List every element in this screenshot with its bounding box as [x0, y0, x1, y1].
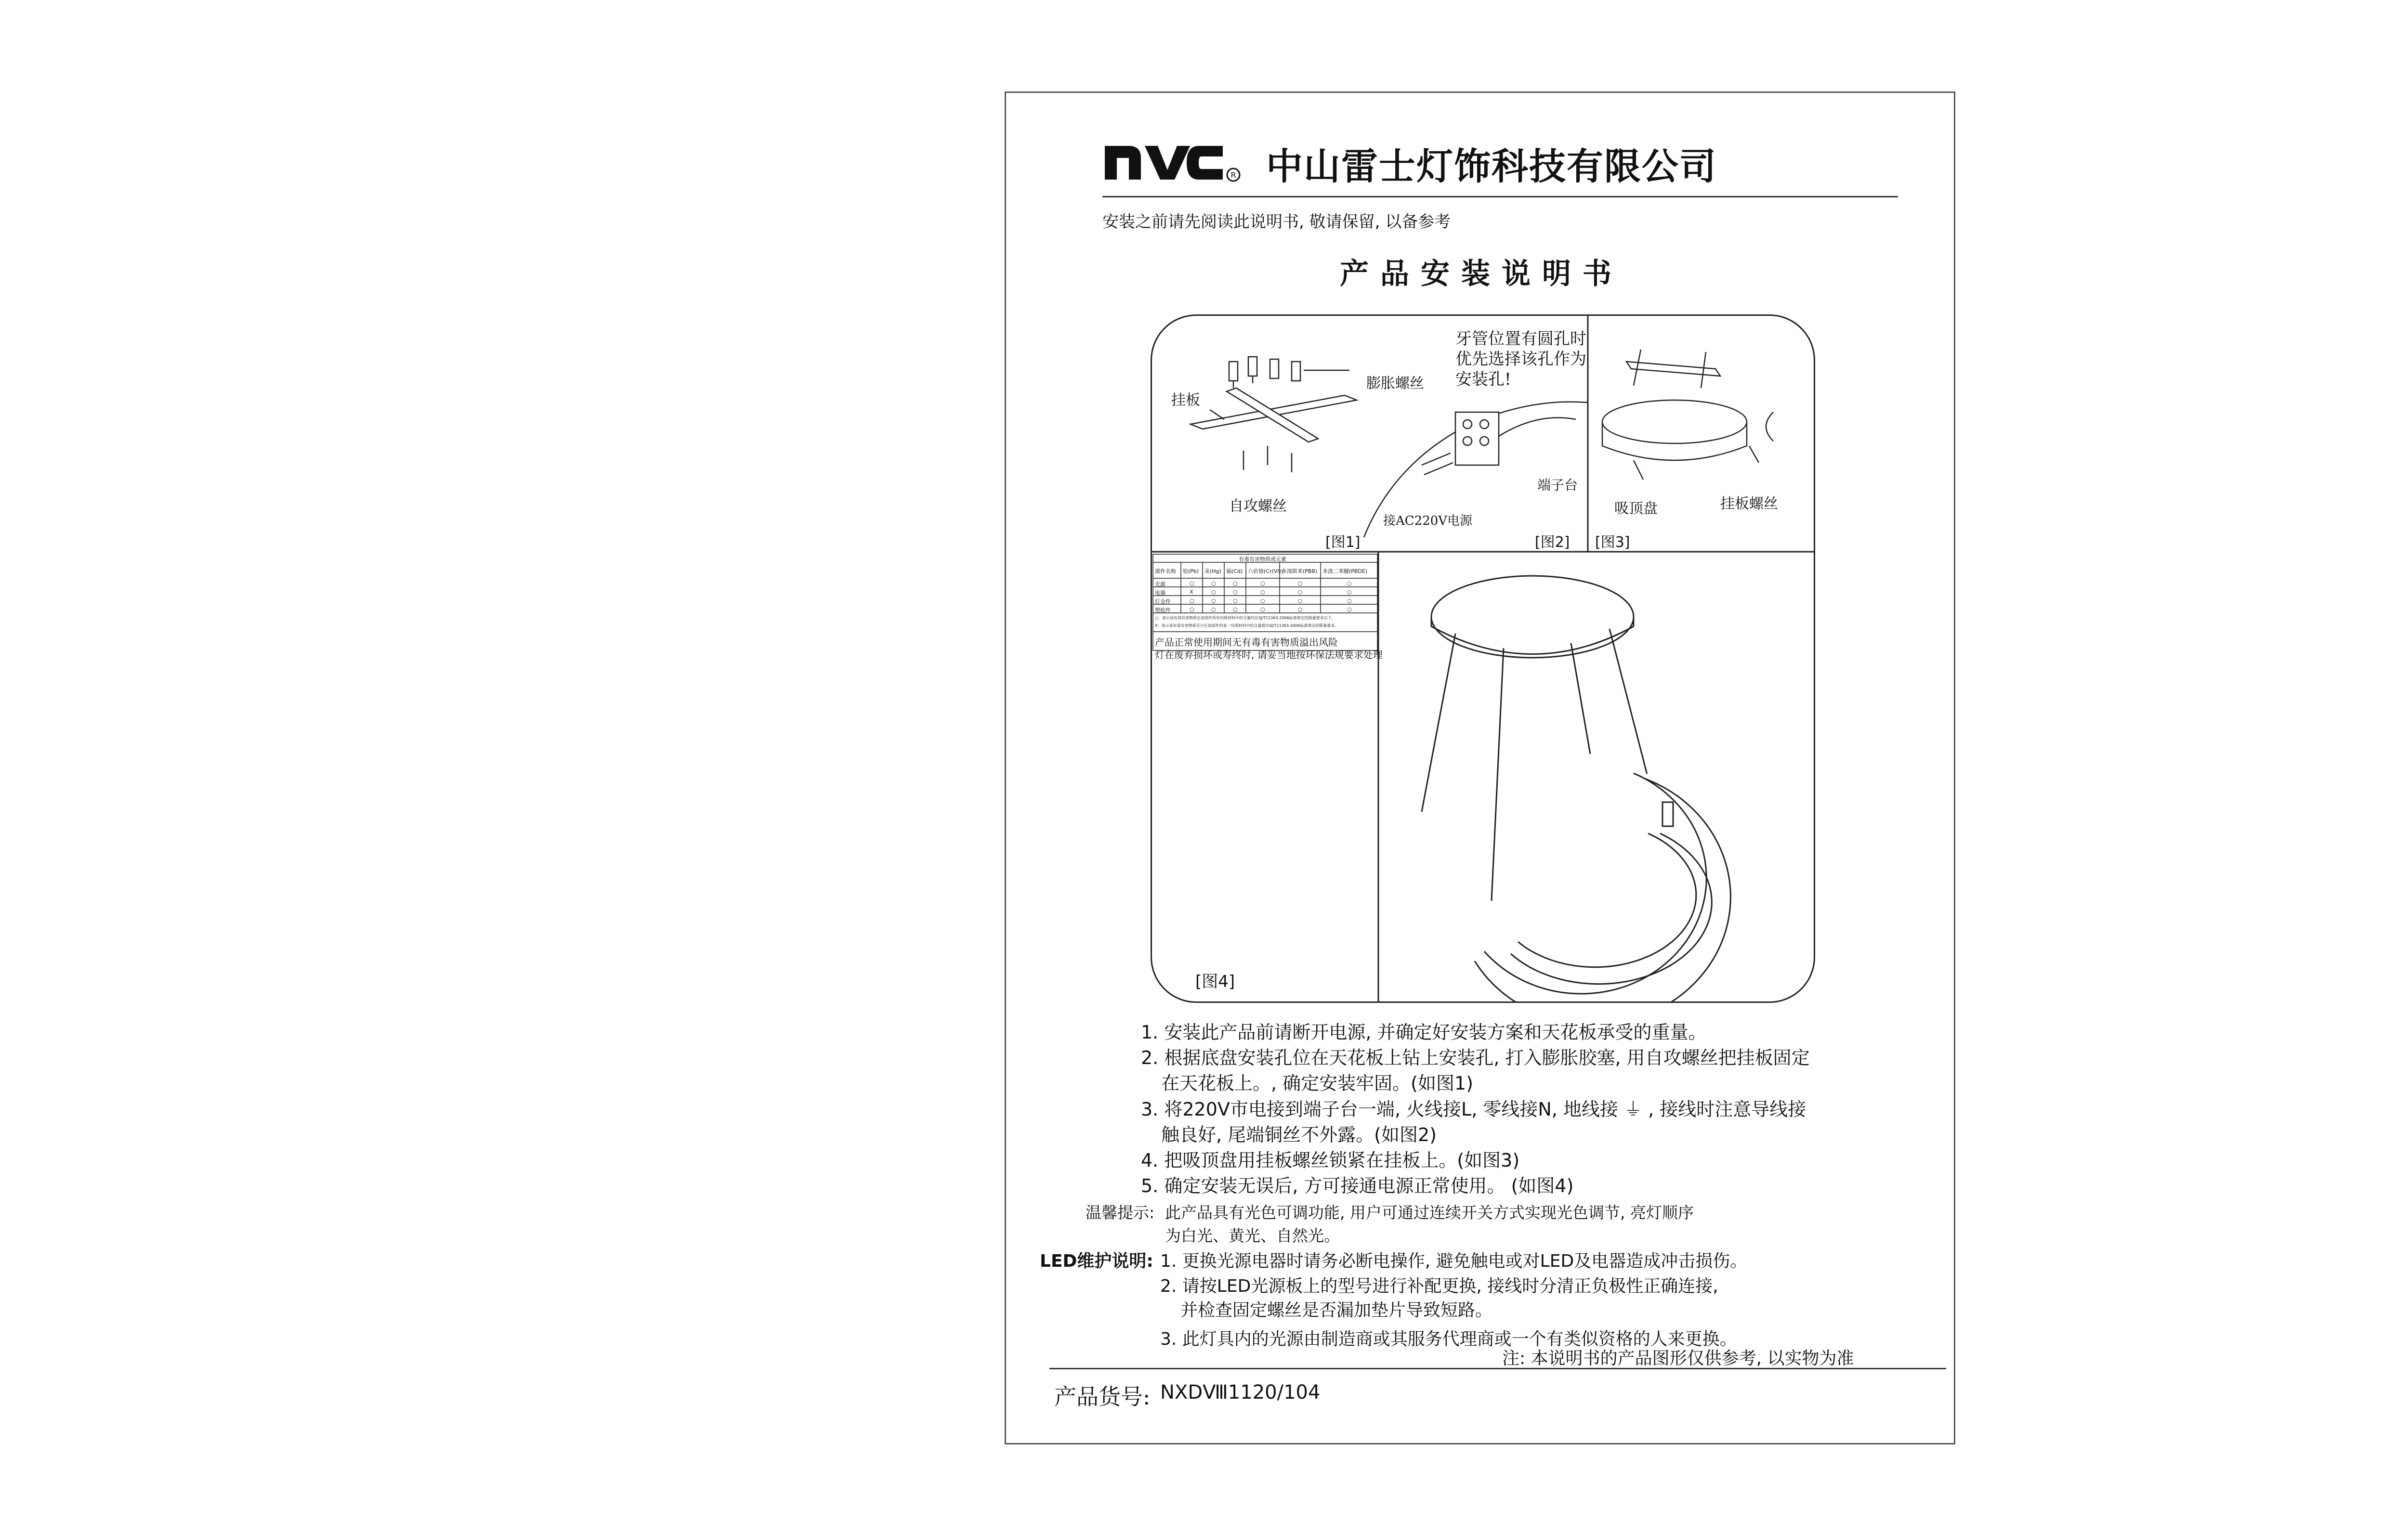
- hazard-row-mark: ○: [1233, 580, 1238, 586]
- step-text: 安装此产品前请断开电源, 并确定好安装方案和天花板承受的重量。: [1164, 1022, 1707, 1043]
- company-name: 中山雷士灯饰科技有限公司: [1266, 145, 1717, 188]
- hazard-row-mark: ○: [1233, 606, 1238, 612]
- warm-tip-line1: 此产品具有光色可调功能, 用户可通过连续开关方式实现光色调节, 亮灯顺序: [1165, 1203, 1694, 1222]
- hazard-row-mark: ○: [1233, 589, 1238, 595]
- fig1-label-self-tapping-screw: 自攻螺丝: [1229, 498, 1287, 515]
- fig4-caption: [图4]: [1195, 972, 1235, 991]
- step-2-continued: 在天花板上。, 确定安装牢固。(如图1): [1161, 1073, 1473, 1094]
- disclaimer: 注: 本说明书的产品图形仅供参考, 以实物为准: [1502, 1349, 1854, 1368]
- fig2-note-line2: 优先选择该孔作为: [1455, 350, 1586, 369]
- fig3-drawing: [1602, 350, 1773, 480]
- step-text: 确定安装无误后, 方可接通电源正常使用。 (如图4): [1164, 1175, 1574, 1196]
- fig2-caption: [图2]: [1535, 534, 1570, 551]
- registered-mark: R: [1230, 170, 1236, 180]
- hazard-table-col-part: 部件名称: [1155, 568, 1176, 574]
- hazard-row-mark: ○: [1211, 580, 1216, 586]
- hazard-table-title: 有毒有害物质或元素: [1239, 556, 1286, 562]
- hazard-row-mark: ○: [1260, 580, 1265, 586]
- led-item-3: 3. 此灯具内的光源由制造商或其服务代理商或一个有类似资格的人来更换。: [1160, 1329, 1737, 1349]
- header-divider: [1102, 196, 1898, 197]
- hazard-legend-x: X：表示该有毒有害物质至少在该部件的某一均质材料中的含量超出SJ/T11363-2006标准规定的限量要求。: [1155, 624, 1339, 628]
- step-2: [1141, 1043, 1810, 1069]
- hazard-row-mark: ○: [1347, 606, 1352, 612]
- step-number: 3.: [1141, 1099, 1159, 1120]
- hazard-col-cr: 六价铬(Cr(VI)): [1248, 568, 1283, 574]
- fig3-label-plate-screw: 挂板螺丝: [1720, 495, 1778, 512]
- fig1-drawing: [1191, 357, 1357, 472]
- hazard-row-mark: ○: [1260, 606, 1265, 612]
- hazard-row-part: 电器: [1155, 590, 1165, 596]
- hazard-col-cd: 镉(Cd): [1226, 568, 1243, 574]
- fig3-caption: [图3]: [1595, 534, 1630, 551]
- product-number-label: 产品货号:: [1054, 1384, 1151, 1410]
- hazard-row-mark: ○: [1190, 598, 1194, 604]
- hazard-row-mark: ○: [1211, 598, 1216, 604]
- step-3: [1141, 1094, 1806, 1121]
- hazard-row-part: 光源: [1155, 581, 1165, 587]
- hazard-col-pbde: 多溴二苯醚(PBDE): [1322, 568, 1368, 574]
- fig1-label-expansion-screw: 膨胀螺丝: [1366, 375, 1424, 392]
- hazard-row-mark: ○: [1347, 580, 1352, 586]
- hazard-row-mark: X: [1190, 589, 1193, 595]
- hazard-row-part: 塑胶件: [1155, 607, 1171, 613]
- step-number: 4.: [1141, 1150, 1159, 1171]
- fig2-note-line1: 牙管位置有圆孔时: [1455, 329, 1586, 349]
- step-1: [1141, 1017, 1707, 1044]
- fig4-drawing: [1422, 576, 1730, 1003]
- warm-tip-line2: 为白光、黄光、自然光。: [1165, 1226, 1340, 1245]
- instruction-sheet: [1005, 91, 1955, 1444]
- hazard-col-hg: 汞(Hg): [1204, 568, 1221, 574]
- step-number: 1.: [1141, 1022, 1159, 1043]
- fig2-label-power: 接AC220V电源: [1383, 514, 1473, 528]
- document-title: 产品安装说明书: [1340, 257, 1623, 291]
- hazard-row-mark: ○: [1233, 598, 1238, 604]
- hazard-legend-o: ○：表示该有毒有害物质在该部件所有均质材料中的含量均在SJ/T11363-2006标准规定的限量要求以下。: [1155, 616, 1335, 620]
- step-text: 将220V市电接到端子台一端, 火线接L, 零线接N, 地线接 ⏚ , 接线时注意导线接: [1164, 1099, 1806, 1120]
- hazard-row-mark: ○: [1190, 580, 1194, 586]
- step-3-continued: 触良好, 尾端铜丝不外露。(如图2): [1161, 1124, 1437, 1145]
- hazard-col-pb: 铅(Pb): [1183, 568, 1199, 574]
- warm-tip-label: 温馨提示:: [1086, 1203, 1155, 1222]
- hazard-row-mark: ○: [1298, 598, 1303, 604]
- led-item-2-continued: 并检查固定螺丝是否漏加垫片导致短路。: [1180, 1300, 1493, 1320]
- step-text: 把吸顶盘用挂板螺丝锁紧在挂板上。(如图3): [1164, 1150, 1520, 1171]
- hazard-row-mark: ○: [1347, 598, 1352, 604]
- step-5: [1141, 1171, 1573, 1197]
- led-item-2: 2. 请按LED光源板上的型号进行补配更换, 接线时分清正负极性正确连接,: [1160, 1276, 1718, 1296]
- hazard-row-mark: ○: [1190, 606, 1194, 612]
- hazard-note-line2: 灯在废弃损坏或寿终时, 请妥当地按环保法规要求处理: [1155, 649, 1383, 661]
- led-item-1: 1. 更换光源电器时请务必断电操作, 避免触电或对LED及电器造成冲击损伤。: [1160, 1251, 1748, 1271]
- hazard-row-mark: ○: [1211, 606, 1216, 612]
- nvc-logo: [1102, 136, 1242, 184]
- hazard-row-mark: ○: [1260, 589, 1265, 595]
- footer-divider: [1049, 1368, 1946, 1369]
- fig2-label-terminal-block: 端子台: [1537, 477, 1578, 493]
- pre-install-note: 安装之前请先阅读此说明书, 敬请保留, 以备参考: [1102, 212, 1451, 232]
- led-maintenance-label: LED维护说明:: [1040, 1251, 1153, 1271]
- step-number: 2.: [1141, 1047, 1159, 1068]
- hazard-note-line1: 产品正常使用期间无有毒有害物质溢出风险: [1155, 637, 1338, 648]
- hazard-row-mark: ○: [1260, 598, 1265, 604]
- hazard-row-mark: ○: [1298, 589, 1303, 595]
- hazard-col-pbb: 多溴联苯(PBB): [1282, 568, 1318, 574]
- hazard-row-mark: ○: [1298, 606, 1303, 612]
- hazard-row-mark: ○: [1211, 589, 1216, 595]
- fig1-caption: [图1]: [1325, 534, 1361, 551]
- hazard-row-part: 灯金件: [1155, 598, 1171, 605]
- hazard-row-mark: ○: [1347, 589, 1352, 595]
- step-number: 5.: [1141, 1175, 1159, 1196]
- fig3-label-ceiling-base: 吸顶盘: [1614, 500, 1658, 517]
- product-number-value: NXDⅧ1120/104: [1160, 1381, 1321, 1403]
- fig2-note-line3: 安装孔!: [1455, 370, 1511, 389]
- figure-panel: [1151, 314, 1815, 1003]
- fig1-label-mounting-plate: 挂板: [1171, 392, 1200, 409]
- step-text: 根据底盘安装孔位在天花板上钻上安装孔, 打入膨胀胶塞, 用自攻螺丝把挂板固定: [1164, 1047, 1810, 1068]
- hazard-row-mark: ○: [1298, 580, 1303, 586]
- step-4: [1141, 1145, 1519, 1172]
